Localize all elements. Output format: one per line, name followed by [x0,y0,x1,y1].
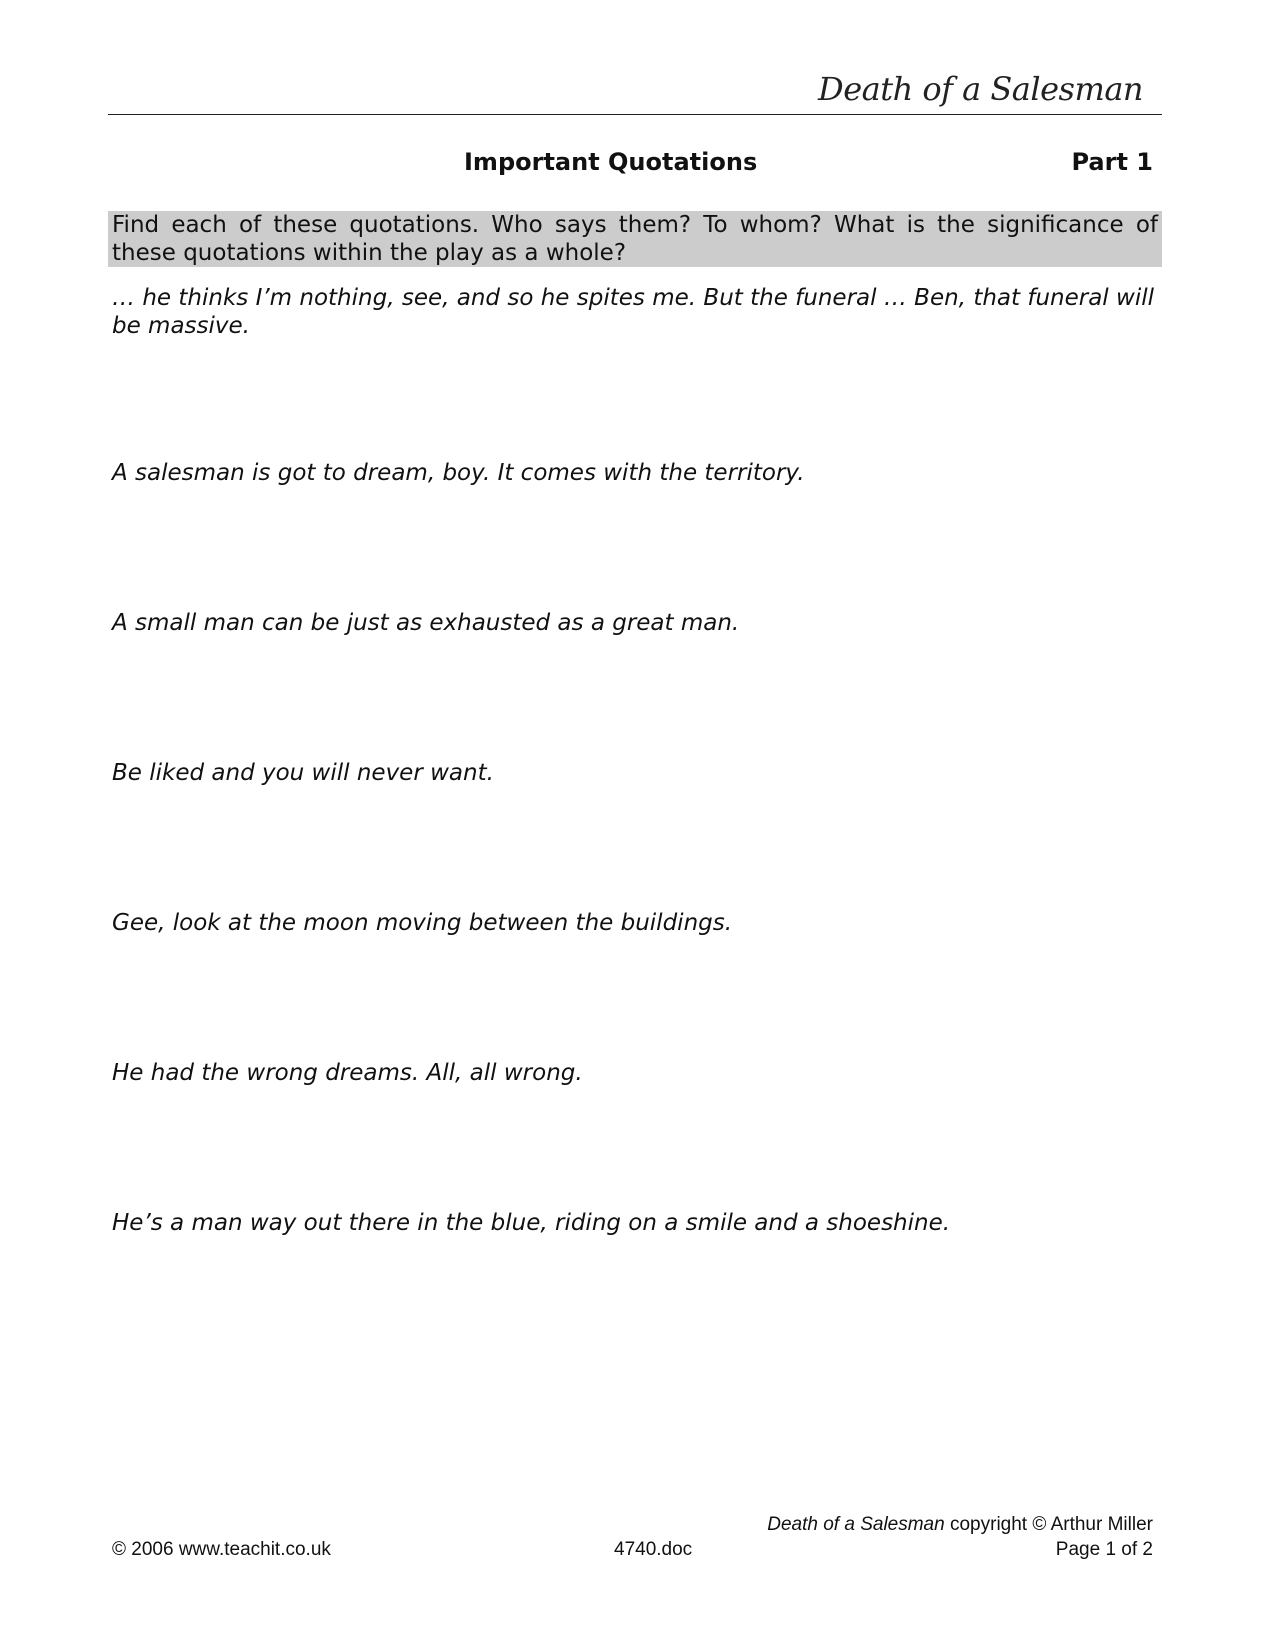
quote-item: … he thinks I’m nothing, see, and so he spites me. But the funeral … Ben, that funeral will be massive. [112,285,1154,339]
footer-copyright: © 2006 www.teachit.co.uk [112,1539,331,1560]
quote-item: He’s a man way out there in the blue, riding on a smile and a shoeshine. [112,1210,951,1236]
footer-work-title: Death of a Salesman [767,1514,945,1535]
quote-item: He had the wrong dreams. All, all wrong. [112,1060,583,1086]
section-part-label: Part 1 [1071,148,1153,176]
section-title: Important Quotations [464,148,758,176]
quote-item: Be liked and you will never want. [112,760,494,786]
footer-document-id: 4740.doc [614,1539,693,1560]
instructions-box: Find each of these quotations. Who says them? To whom? What is the significance of these quotations within the play as a whole? [108,211,1162,267]
quote-item: A salesman is got to dream, boy. It comes with the territory. [112,460,805,486]
footer-work-copyright-text: copyright © Arthur Miller [944,1514,1153,1535]
footer-page-number: Page 1 of 2 [1055,1539,1153,1560]
quote-item: A small man can be just as exhausted as a great man. [112,610,740,636]
footer-work-copyright [767,1514,1153,1536]
document-header-title: Death of a Salesman [818,70,1143,108]
header-divider [108,114,1162,115]
quote-item: Gee, look at the moon moving between the buildings. [112,910,733,936]
